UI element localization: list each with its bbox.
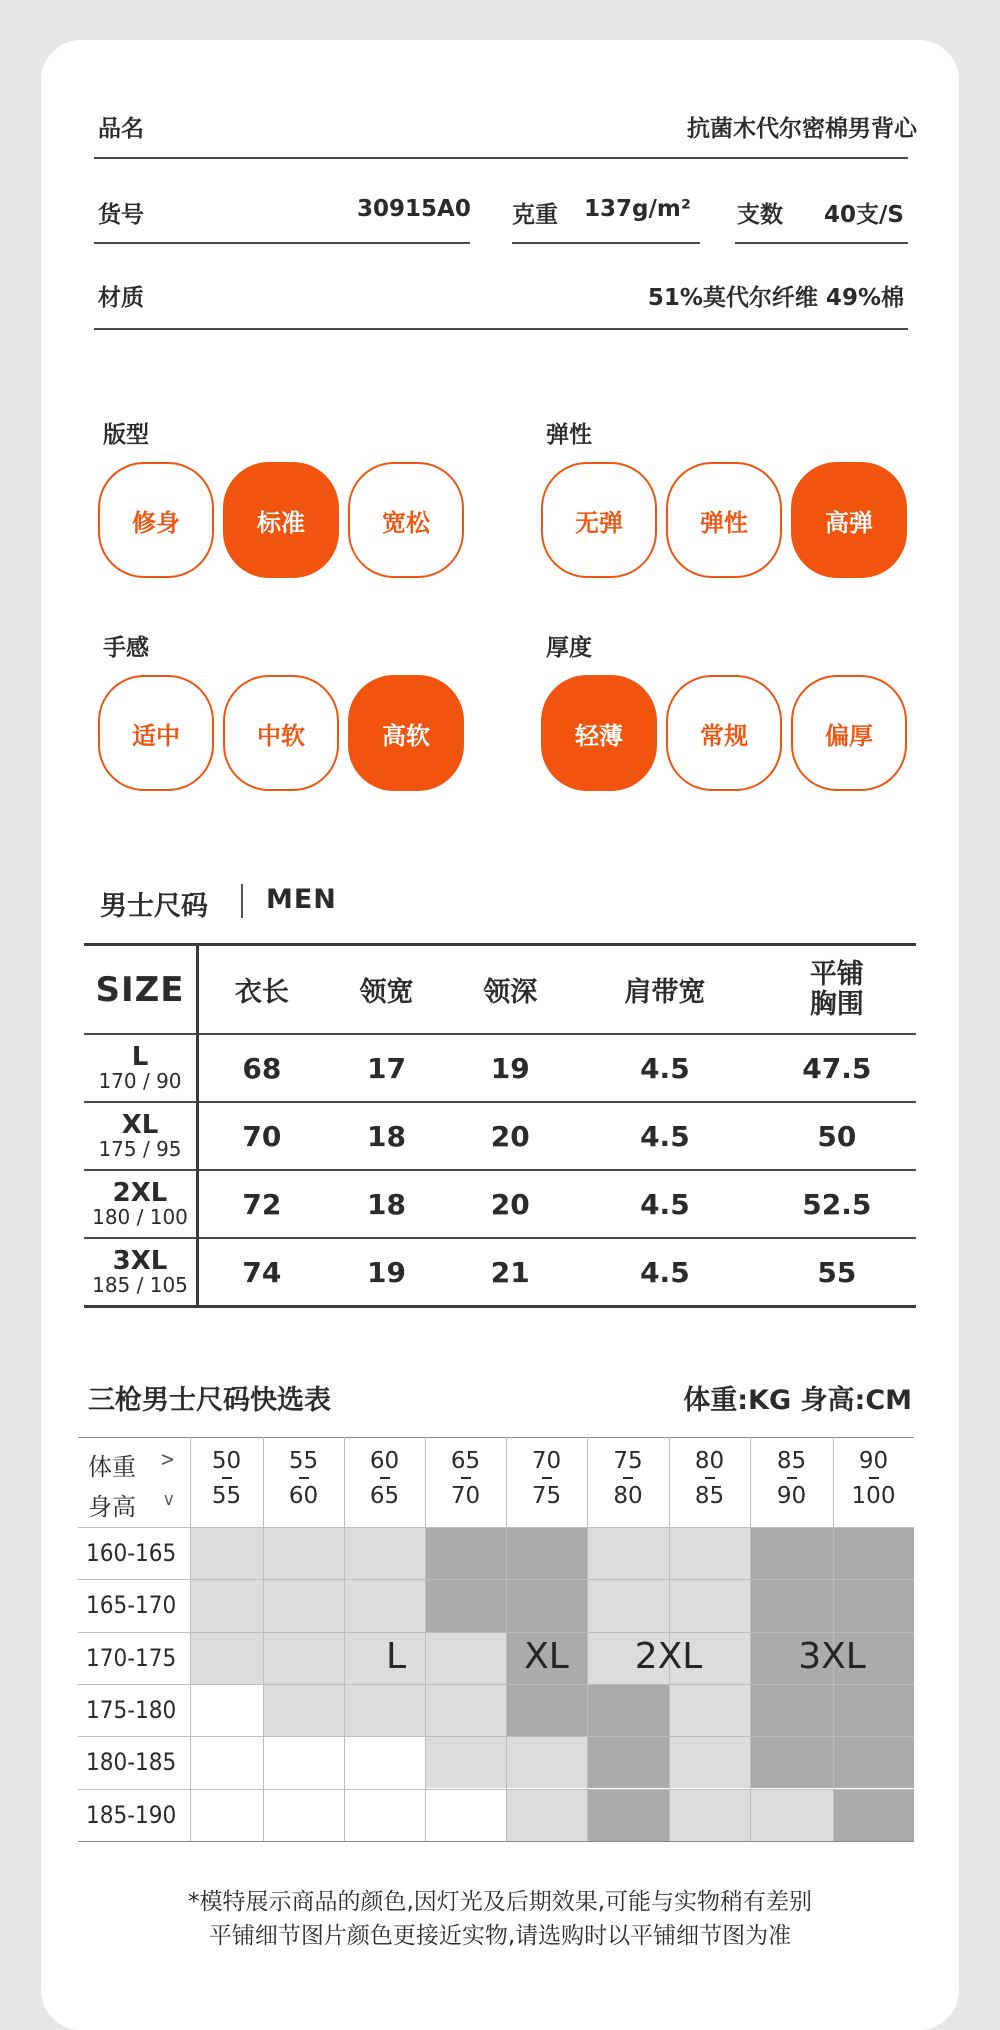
measure-cell: 21 xyxy=(490,1255,530,1289)
grid-cell xyxy=(750,1579,833,1631)
size-body-spec: 170 / 90 xyxy=(98,1069,182,1093)
grid-cell xyxy=(669,1684,750,1736)
weight-label: 克重 xyxy=(512,202,558,228)
size-zone-label: L xyxy=(385,1635,407,1677)
grid-cell xyxy=(344,1579,425,1631)
grid-cell xyxy=(190,1789,263,1841)
grid-cell xyxy=(425,1579,506,1631)
grid-cell xyxy=(190,1527,263,1579)
grid-cell xyxy=(190,1684,263,1736)
weight-range-low: 50 xyxy=(211,1448,242,1474)
weight-range-low: 70 xyxy=(531,1448,562,1474)
grid-cell xyxy=(506,1789,587,1841)
option-pill[interactable]: 高弹 xyxy=(791,462,907,578)
option-pill[interactable]: 弹性 xyxy=(666,462,782,578)
grid-cell xyxy=(506,1579,587,1631)
count-label: 支数 xyxy=(737,202,783,228)
grid-line xyxy=(78,1527,914,1528)
grid-cell xyxy=(263,1789,344,1841)
footnote-line: 平铺细节图片颜色更接近实物,请选购时以平铺细节图为准 xyxy=(208,1923,792,1949)
size-row xyxy=(84,1034,916,1102)
weight-range xyxy=(750,1447,833,1510)
grid-cell xyxy=(190,1736,263,1788)
size-code: XL xyxy=(121,1110,159,1140)
height-range: 185-190 xyxy=(86,1800,177,1829)
grid-cell xyxy=(669,1579,750,1631)
weight-range-high: 55 xyxy=(211,1483,242,1509)
col-header: 领深 xyxy=(448,945,572,1035)
footnote-line: *模特展示商品的颜色,因灯光及后期效果,可能与实物稍有差别 xyxy=(187,1889,813,1915)
grid-cell xyxy=(425,1789,506,1841)
measure-cell: 19 xyxy=(448,1034,572,1102)
measure-cell: 4.5 xyxy=(640,1255,690,1289)
weight-range xyxy=(833,1447,914,1510)
material-value: 51%莫代尔纤维 49%棉 xyxy=(647,285,904,311)
material-label: 材质 xyxy=(98,285,144,311)
grid-cell xyxy=(506,1736,587,1788)
size-cell xyxy=(84,1102,198,1170)
measure-cell: 20 xyxy=(448,1170,572,1238)
measure-cell: 74 xyxy=(242,1255,282,1289)
grid-cell xyxy=(263,1579,344,1631)
measure-cell: 18 xyxy=(325,1102,449,1170)
weight-range-high: 60 xyxy=(288,1483,319,1509)
weight-range-high: 85 xyxy=(694,1483,725,1509)
range-dash-icon xyxy=(705,1477,715,1479)
height-range: 160-165 xyxy=(86,1539,177,1567)
measure-cell: 19 xyxy=(367,1255,406,1289)
col-header: 平铺 胸围 xyxy=(758,945,916,1035)
grid-line xyxy=(78,1736,914,1737)
measure-cell: 4.5 xyxy=(572,1102,758,1170)
grid-line xyxy=(78,1437,914,1438)
grid-cell xyxy=(506,1527,587,1579)
range-dash-icon xyxy=(542,1477,552,1479)
measure-cell: 47.5 xyxy=(758,1034,916,1102)
weight-range-high: 75 xyxy=(531,1483,562,1509)
weight-range xyxy=(344,1447,425,1510)
grid-cell xyxy=(833,1789,914,1841)
size-body-spec: 175 / 95 xyxy=(98,1137,182,1161)
height-range: 175-180 xyxy=(86,1695,177,1724)
range-dash-icon xyxy=(222,1477,232,1479)
size-header-row xyxy=(84,945,916,1035)
size-cell xyxy=(84,1238,198,1307)
weight-range-high: 100 xyxy=(851,1483,896,1509)
col-header: 肩带宽 xyxy=(572,945,758,1035)
measure-cell: 50 xyxy=(758,1102,916,1170)
measure-cell: 72 xyxy=(198,1170,325,1238)
option-pill[interactable]: 修身 xyxy=(98,462,214,578)
name-value: 抗菌木代尔密棉男背心 xyxy=(687,116,917,142)
divider xyxy=(94,242,470,244)
grid-cell xyxy=(669,1736,750,1788)
grid-cell xyxy=(344,1789,425,1841)
size-table xyxy=(84,943,916,1308)
grid-cell xyxy=(833,1684,914,1736)
grid-cell xyxy=(190,1579,263,1631)
measure-cell: 4.5 xyxy=(572,1170,758,1238)
option-pill[interactable]: 轻薄 xyxy=(541,675,657,791)
grid-cell xyxy=(587,1736,669,1788)
size-table-title-en: MEN xyxy=(266,884,337,915)
option-group-title: 厚度 xyxy=(546,635,592,661)
grid-cell xyxy=(669,1789,750,1841)
col-header: 衣长 xyxy=(198,945,325,1035)
weight-range xyxy=(669,1447,750,1510)
grid-cell xyxy=(750,1736,833,1788)
weight-range-high: 80 xyxy=(613,1483,643,1509)
size-table-title: 男士尺码 xyxy=(100,891,208,922)
grid-line xyxy=(78,1579,914,1580)
height-range: 165-170 xyxy=(86,1591,177,1620)
weight-range-high: 90 xyxy=(776,1483,807,1509)
name-label: 品名 xyxy=(98,116,144,142)
option-pill[interactable]: 偏厚 xyxy=(791,675,907,791)
measure-cell: 20 xyxy=(448,1102,572,1170)
grid-cell xyxy=(506,1684,587,1736)
size-cell xyxy=(84,1170,198,1238)
grid-cell xyxy=(425,1736,506,1788)
option-pill[interactable]: 宽松 xyxy=(348,462,464,578)
option-pill[interactable]: 高软 xyxy=(348,675,464,791)
range-dash-icon xyxy=(380,1477,390,1479)
size-row xyxy=(84,1238,916,1307)
divider xyxy=(94,328,908,330)
size-cell xyxy=(84,1034,198,1102)
measure-cell: 55 xyxy=(817,1255,857,1289)
title-separator xyxy=(241,884,243,918)
height-range: 180-185 xyxy=(86,1748,177,1777)
size-row xyxy=(84,1102,916,1170)
grid-cell xyxy=(833,1527,914,1579)
size-row xyxy=(84,1170,916,1238)
quick-select-grid xyxy=(78,1437,914,1841)
grid-cell xyxy=(190,1632,263,1684)
weight-range xyxy=(263,1447,344,1510)
code-value: 30915A0 xyxy=(357,196,471,222)
size-code: 3XL xyxy=(112,1246,168,1276)
option-pill[interactable]: 中软 xyxy=(223,675,339,791)
weight-axis-label: 体重 xyxy=(88,1453,136,1481)
weight-range xyxy=(506,1447,587,1510)
divider xyxy=(735,242,908,244)
option-pill[interactable]: 适中 xyxy=(98,675,214,791)
range-dash-icon xyxy=(787,1477,797,1479)
range-dash-icon xyxy=(869,1477,879,1479)
quick-select-units: 体重:KG 身高:CM xyxy=(683,1385,912,1416)
measure-cell: 68 xyxy=(198,1034,325,1102)
quick-select-title: 三枪男士尺码快选表 xyxy=(88,1385,331,1416)
size-zone-label: 3XL xyxy=(798,1635,866,1677)
height-axis-label: 身高 xyxy=(88,1493,136,1521)
range-dash-icon xyxy=(623,1477,633,1479)
weight-range xyxy=(425,1447,506,1510)
size-zone-label: XL xyxy=(524,1635,569,1677)
size-code: 2XL xyxy=(112,1178,168,1208)
option-pill[interactable]: 标准 xyxy=(223,462,339,578)
weight-range-low: 80 xyxy=(694,1448,725,1474)
weight-range xyxy=(190,1447,263,1510)
grid-cell xyxy=(669,1527,750,1579)
col-header: 领宽 xyxy=(325,945,449,1035)
option-pill[interactable]: 常规 xyxy=(666,675,782,791)
grid-cell xyxy=(750,1789,833,1841)
weight-range-high: 65 xyxy=(369,1483,400,1509)
grid-cell xyxy=(750,1684,833,1736)
measure-cell: 4.5 xyxy=(572,1034,758,1102)
grid-cell xyxy=(750,1527,833,1579)
weight-range xyxy=(587,1447,669,1510)
weight-range-low: 60 xyxy=(369,1448,400,1474)
option-group-title: 版型 xyxy=(103,422,149,448)
weight-axis-arrow: > xyxy=(160,1447,176,1471)
grid-cell xyxy=(263,1527,344,1579)
size-corner-label: SIZE xyxy=(95,969,185,1010)
weight-range-low: 65 xyxy=(450,1448,481,1474)
grid-cell xyxy=(833,1736,914,1788)
grid-cell xyxy=(344,1684,425,1736)
weight-value: 137g/m² xyxy=(584,196,691,222)
grid-line xyxy=(78,1841,914,1842)
range-dash-icon xyxy=(299,1477,309,1479)
measure-cell: 52.5 xyxy=(758,1170,916,1238)
grid-cell xyxy=(587,1684,669,1736)
weight-range-high: 70 xyxy=(450,1483,481,1509)
size-body-spec: 185 / 105 xyxy=(92,1273,188,1297)
range-dash-icon xyxy=(461,1477,471,1479)
weight-range-low: 90 xyxy=(858,1448,889,1474)
divider xyxy=(512,242,700,244)
weight-range-low: 75 xyxy=(613,1448,643,1474)
height-range: 170-175 xyxy=(86,1643,177,1672)
grid-cell xyxy=(344,1736,425,1788)
grid-cell xyxy=(425,1527,506,1579)
grid-cell xyxy=(425,1684,506,1736)
grid-cell xyxy=(344,1527,425,1579)
grid-cell xyxy=(587,1527,669,1579)
measure-cell: 17 xyxy=(325,1034,449,1102)
grid-cell xyxy=(587,1579,669,1631)
option-group-title: 手感 xyxy=(103,635,149,661)
weight-range-low: 55 xyxy=(288,1448,319,1474)
size-zone-label: 2XL xyxy=(634,1635,703,1677)
grid-cell xyxy=(263,1736,344,1788)
option-pill[interactable]: 无弹 xyxy=(541,462,657,578)
size-code: L xyxy=(131,1042,149,1072)
grid-line xyxy=(78,1632,914,1633)
grid-cell xyxy=(587,1789,669,1841)
count-value: 40支/S xyxy=(824,202,904,228)
size-body-spec: 180 / 100 xyxy=(92,1205,188,1229)
grid-cell xyxy=(263,1684,344,1736)
measure-cell: 70 xyxy=(198,1102,325,1170)
code-label: 货号 xyxy=(98,202,144,228)
measure-cell: 18 xyxy=(325,1170,449,1238)
height-axis-arrow: v xyxy=(164,1489,174,1510)
grid-line xyxy=(78,1684,914,1685)
grid-line xyxy=(78,1789,914,1790)
option-group-title: 弹性 xyxy=(546,422,592,448)
grid-cell xyxy=(833,1579,914,1631)
weight-range-low: 85 xyxy=(776,1448,807,1474)
divider xyxy=(94,157,908,159)
size-corner xyxy=(84,945,198,1035)
